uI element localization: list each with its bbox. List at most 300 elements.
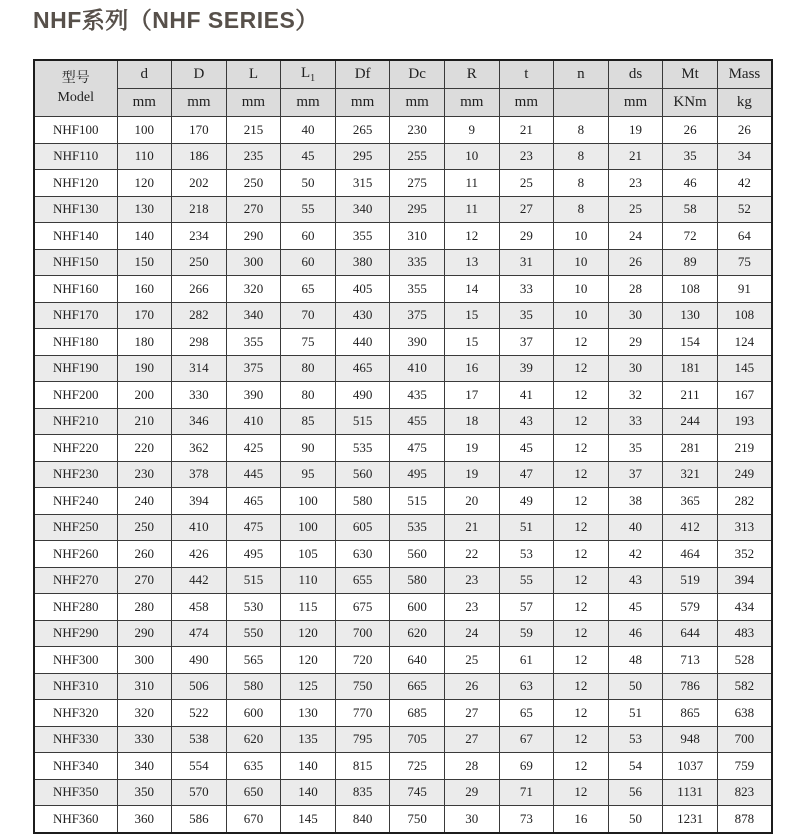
- cell-value: 56: [608, 779, 663, 806]
- table-row: [34, 753, 772, 780]
- column-header-mass: Mass: [717, 60, 772, 89]
- cell-value: 31: [499, 249, 554, 276]
- cell-value: 600: [390, 594, 445, 621]
- cell-value: 23: [499, 143, 554, 170]
- cell-value: 458: [172, 594, 227, 621]
- cell-value: 124: [717, 329, 772, 356]
- cell-value: 295: [390, 196, 445, 223]
- cell-value: 12: [554, 700, 609, 727]
- cell-value: 167: [717, 382, 772, 409]
- cell-value: 210: [117, 408, 172, 435]
- cell-value: 290: [117, 620, 172, 647]
- cell-value: 215: [226, 117, 281, 144]
- cell-value: 65: [281, 276, 336, 303]
- cell-value: 270: [226, 196, 281, 223]
- table-row: [34, 223, 772, 250]
- cell-value: 26: [608, 249, 663, 276]
- cell-value: 235: [226, 143, 281, 170]
- table-row: [34, 806, 772, 833]
- cell-value: 140: [281, 779, 336, 806]
- cell-value: 190: [117, 355, 172, 382]
- cell-value: 12: [554, 620, 609, 647]
- cell-value: 700: [335, 620, 390, 647]
- cell-model: NHF270: [34, 567, 117, 594]
- cell-value: 45: [499, 435, 554, 462]
- column-unit-6: mm: [390, 89, 445, 117]
- cell-value: 59: [499, 620, 554, 647]
- column-header-n: n: [554, 60, 609, 89]
- table-row: [34, 302, 772, 329]
- column-unit-3: mm: [226, 89, 281, 117]
- cell-value: 675: [335, 594, 390, 621]
- cell-value: 30: [608, 355, 663, 382]
- table-row: [34, 117, 772, 144]
- cell-value: 16: [444, 355, 499, 382]
- table-row: [34, 143, 772, 170]
- cell-value: 180: [117, 329, 172, 356]
- cell-model: NHF320: [34, 700, 117, 727]
- cell-value: 24: [608, 223, 663, 250]
- cell-model: NHF220: [34, 435, 117, 462]
- cell-value: 42: [608, 541, 663, 568]
- column-header-dc: Dc: [390, 60, 445, 89]
- column-header-l: L: [226, 60, 281, 89]
- cell-value: 89: [663, 249, 718, 276]
- cell-value: 25: [608, 196, 663, 223]
- cell-value: 490: [335, 382, 390, 409]
- cell-value: 434: [717, 594, 772, 621]
- cell-value: 41: [499, 382, 554, 409]
- cell-value: 8: [554, 117, 609, 144]
- cell-value: 410: [226, 408, 281, 435]
- table-row: [34, 249, 772, 276]
- cell-value: 440: [335, 329, 390, 356]
- cell-value: 320: [226, 276, 281, 303]
- cell-value: 445: [226, 461, 281, 488]
- cell-value: 29: [444, 779, 499, 806]
- cell-value: 145: [717, 355, 772, 382]
- cell-value: 638: [717, 700, 772, 727]
- cell-value: 140: [281, 753, 336, 780]
- cell-value: 12: [554, 753, 609, 780]
- table-row: [34, 329, 772, 356]
- cell-value: 560: [390, 541, 445, 568]
- cell-value: 475: [390, 435, 445, 462]
- cell-value: 20: [444, 488, 499, 515]
- cell-value: 840: [335, 806, 390, 833]
- cell-value: 29: [499, 223, 554, 250]
- cell-value: 554: [172, 753, 227, 780]
- cell-model: NHF210: [34, 408, 117, 435]
- cell-value: 280: [117, 594, 172, 621]
- cell-value: 170: [117, 302, 172, 329]
- cell-value: 12: [554, 514, 609, 541]
- column-header-r: R: [444, 60, 499, 89]
- cell-value: 565: [226, 647, 281, 674]
- table-row: [34, 276, 772, 303]
- column-header-mt: Mt: [663, 60, 718, 89]
- cell-value: 770: [335, 700, 390, 727]
- cell-value: 282: [172, 302, 227, 329]
- cell-value: 23: [444, 567, 499, 594]
- cell-value: 352: [717, 541, 772, 568]
- cell-value: 38: [608, 488, 663, 515]
- cell-value: 394: [717, 567, 772, 594]
- cell-value: 355: [335, 223, 390, 250]
- cell-value: 430: [335, 302, 390, 329]
- cell-value: 135: [281, 726, 336, 753]
- column-header-df: Df: [335, 60, 390, 89]
- cell-value: 290: [226, 223, 281, 250]
- cell-value: 10: [554, 249, 609, 276]
- cell-value: 535: [335, 435, 390, 462]
- cell-value: 100: [117, 117, 172, 144]
- cell-value: 21: [608, 143, 663, 170]
- cell-value: 515: [390, 488, 445, 515]
- cell-value: 49: [499, 488, 554, 515]
- cell-value: 394: [172, 488, 227, 515]
- column-unit-11: KNm: [663, 89, 718, 117]
- cell-value: 43: [608, 567, 663, 594]
- table-body: [34, 117, 772, 833]
- cell-value: 865: [663, 700, 718, 727]
- cell-value: 53: [608, 726, 663, 753]
- cell-value: 250: [226, 170, 281, 197]
- cell-value: 125: [281, 673, 336, 700]
- cell-value: 700: [717, 726, 772, 753]
- cell-value: 435: [390, 382, 445, 409]
- cell-value: 330: [172, 382, 227, 409]
- cell-value: 410: [390, 355, 445, 382]
- cell-value: 650: [226, 779, 281, 806]
- cell-value: 71: [499, 779, 554, 806]
- cell-value: 635: [226, 753, 281, 780]
- cell-value: 64: [717, 223, 772, 250]
- cell-value: 13: [444, 249, 499, 276]
- table-row: [34, 541, 772, 568]
- column-unit-7: mm: [444, 89, 499, 117]
- cell-value: 120: [281, 620, 336, 647]
- cell-value: 211: [663, 382, 718, 409]
- cell-value: 320: [117, 700, 172, 727]
- cell-value: 620: [226, 726, 281, 753]
- cell-value: 298: [172, 329, 227, 356]
- cell-value: 281: [663, 435, 718, 462]
- cell-value: 275: [390, 170, 445, 197]
- cell-value: 483: [717, 620, 772, 647]
- cell-value: 50: [608, 806, 663, 833]
- cell-value: 580: [226, 673, 281, 700]
- cell-value: 37: [499, 329, 554, 356]
- cell-value: 73: [499, 806, 554, 833]
- cell-value: 100: [281, 488, 336, 515]
- cell-value: 295: [335, 143, 390, 170]
- cell-value: 705: [390, 726, 445, 753]
- cell-value: 60: [281, 249, 336, 276]
- cell-value: 300: [117, 647, 172, 674]
- cell-value: 29: [608, 329, 663, 356]
- cell-value: 18: [444, 408, 499, 435]
- cell-model: NHF110: [34, 143, 117, 170]
- cell-value: 160: [117, 276, 172, 303]
- cell-value: 12: [554, 355, 609, 382]
- cell-model: NHF280: [34, 594, 117, 621]
- cell-value: 815: [335, 753, 390, 780]
- cell-value: 948: [663, 726, 718, 753]
- cell-value: 455: [390, 408, 445, 435]
- cell-value: 55: [281, 196, 336, 223]
- cell-value: 220: [117, 435, 172, 462]
- cell-value: 53: [499, 541, 554, 568]
- table-row: [34, 567, 772, 594]
- cell-value: 240: [117, 488, 172, 515]
- cell-value: 46: [663, 170, 718, 197]
- cell-value: 32: [608, 382, 663, 409]
- cell-value: 154: [663, 329, 718, 356]
- cell-value: 34: [717, 143, 772, 170]
- cell-value: 14: [444, 276, 499, 303]
- cell-value: 12: [554, 488, 609, 515]
- cell-value: 713: [663, 647, 718, 674]
- cell-value: 9: [444, 117, 499, 144]
- cell-value: 795: [335, 726, 390, 753]
- cell-model: NHF180: [34, 329, 117, 356]
- cell-value: 750: [335, 673, 390, 700]
- cell-value: 12: [554, 567, 609, 594]
- spec-table: [33, 59, 773, 834]
- cell-value: 108: [663, 276, 718, 303]
- cell-value: 10: [554, 302, 609, 329]
- cell-value: 19: [444, 461, 499, 488]
- cell-value: 335: [390, 249, 445, 276]
- cell-value: 346: [172, 408, 227, 435]
- cell-value: 644: [663, 620, 718, 647]
- header-unit-row: [34, 89, 772, 117]
- table-row: [34, 461, 772, 488]
- cell-model: NHF240: [34, 488, 117, 515]
- cell-value: 60: [281, 223, 336, 250]
- cell-value: 30: [608, 302, 663, 329]
- cell-value: 30: [444, 806, 499, 833]
- cell-value: 685: [390, 700, 445, 727]
- cell-value: 560: [335, 461, 390, 488]
- cell-value: 12: [554, 382, 609, 409]
- cell-value: 655: [335, 567, 390, 594]
- cell-value: 355: [390, 276, 445, 303]
- cell-value: 21: [444, 514, 499, 541]
- cell-value: 310: [390, 223, 445, 250]
- table-row: [34, 488, 772, 515]
- cell-value: 605: [335, 514, 390, 541]
- cell-model: NHF230: [34, 461, 117, 488]
- cell-value: 250: [117, 514, 172, 541]
- cell-value: 25: [499, 170, 554, 197]
- cell-value: 720: [335, 647, 390, 674]
- cell-value: 54: [608, 753, 663, 780]
- table-row: [34, 514, 772, 541]
- cell-value: 26: [717, 117, 772, 144]
- cell-value: 22: [444, 541, 499, 568]
- table-row: [34, 435, 772, 462]
- column-unit-10: mm: [608, 89, 663, 117]
- cell-value: 390: [390, 329, 445, 356]
- cell-value: 15: [444, 329, 499, 356]
- cell-value: 465: [335, 355, 390, 382]
- cell-value: 45: [608, 594, 663, 621]
- cell-value: 63: [499, 673, 554, 700]
- cell-model: NHF260: [34, 541, 117, 568]
- column-unit-4: mm: [281, 89, 336, 117]
- cell-value: 85: [281, 408, 336, 435]
- cell-value: 580: [390, 567, 445, 594]
- cell-value: 150: [117, 249, 172, 276]
- cell-value: 580: [335, 488, 390, 515]
- cell-value: 218: [172, 196, 227, 223]
- cell-value: 108: [717, 302, 772, 329]
- cell-value: 750: [390, 806, 445, 833]
- cell-value: 43: [499, 408, 554, 435]
- cell-model: NHF190: [34, 355, 117, 382]
- cell-value: 12: [554, 594, 609, 621]
- table-row: [34, 779, 772, 806]
- cell-value: 70: [281, 302, 336, 329]
- cell-value: 23: [444, 594, 499, 621]
- cell-value: 12: [554, 461, 609, 488]
- cell-value: 412: [663, 514, 718, 541]
- page-title: NHF系列（NHF SERIES）: [33, 7, 319, 33]
- cell-model: NHF350: [34, 779, 117, 806]
- table-row: [34, 196, 772, 223]
- cell-value: 130: [281, 700, 336, 727]
- cell-value: 27: [444, 726, 499, 753]
- cell-value: 725: [390, 753, 445, 780]
- cell-value: 878: [717, 806, 772, 833]
- cell-value: 91: [717, 276, 772, 303]
- cell-value: 265: [335, 117, 390, 144]
- cell-model: NHF140: [34, 223, 117, 250]
- cell-value: 535: [390, 514, 445, 541]
- cell-value: 80: [281, 382, 336, 409]
- cell-model: NHF200: [34, 382, 117, 409]
- cell-value: 314: [172, 355, 227, 382]
- cell-value: 35: [499, 302, 554, 329]
- cell-value: 40: [281, 117, 336, 144]
- cell-value: 12: [554, 779, 609, 806]
- cell-value: 28: [444, 753, 499, 780]
- cell-model: NHF310: [34, 673, 117, 700]
- column-header-ds: ds: [608, 60, 663, 89]
- model-label-cn: 型号: [61, 71, 90, 87]
- cell-value: 24: [444, 620, 499, 647]
- cell-model: NHF290: [34, 620, 117, 647]
- cell-value: 52: [717, 196, 772, 223]
- cell-value: 61: [499, 647, 554, 674]
- column-unit-12: kg: [717, 89, 772, 117]
- cell-value: 27: [499, 196, 554, 223]
- cell-value: 200: [117, 382, 172, 409]
- cell-value: 12: [554, 726, 609, 753]
- cell-value: 80: [281, 355, 336, 382]
- cell-value: 586: [172, 806, 227, 833]
- cell-value: 375: [226, 355, 281, 382]
- cell-value: 365: [663, 488, 718, 515]
- column-header-l1: $L_1$: [281, 60, 336, 89]
- cell-value: 51: [499, 514, 554, 541]
- cell-value: 40: [608, 514, 663, 541]
- table-row: [34, 408, 772, 435]
- cell-model: NHF150: [34, 249, 117, 276]
- column-unit-8: mm: [499, 89, 554, 117]
- cell-value: 28: [608, 276, 663, 303]
- cell-value: 47: [499, 461, 554, 488]
- cell-value: 495: [390, 461, 445, 488]
- cell-value: 579: [663, 594, 718, 621]
- cell-value: 230: [390, 117, 445, 144]
- cell-value: 380: [335, 249, 390, 276]
- cell-value: 8: [554, 196, 609, 223]
- cell-model: NHF100: [34, 117, 117, 144]
- cell-value: 120: [281, 647, 336, 674]
- cell-model: NHF130: [34, 196, 117, 223]
- cell-value: 330: [117, 726, 172, 753]
- cell-value: 823: [717, 779, 772, 806]
- cell-value: 442: [172, 567, 227, 594]
- cell-value: 249: [717, 461, 772, 488]
- cell-value: 1231: [663, 806, 718, 833]
- cell-value: 315: [335, 170, 390, 197]
- column-unit-9: [554, 89, 609, 117]
- cell-value: 25: [444, 647, 499, 674]
- cell-value: 12: [554, 408, 609, 435]
- cell-value: 506: [172, 673, 227, 700]
- cell-value: 340: [335, 196, 390, 223]
- cell-value: 95: [281, 461, 336, 488]
- cell-value: 65: [499, 700, 554, 727]
- cell-value: 244: [663, 408, 718, 435]
- cell-value: 250: [172, 249, 227, 276]
- cell-value: 310: [117, 673, 172, 700]
- cell-value: 490: [172, 647, 227, 674]
- cell-value: 130: [117, 196, 172, 223]
- cell-value: 582: [717, 673, 772, 700]
- table-row: [34, 355, 772, 382]
- cell-value: 12: [554, 673, 609, 700]
- cell-value: 181: [663, 355, 718, 382]
- cell-value: 340: [117, 753, 172, 780]
- cell-value: 57: [499, 594, 554, 621]
- column-header-t: t: [499, 60, 554, 89]
- cell-value: 255: [390, 143, 445, 170]
- cell-value: 27: [444, 700, 499, 727]
- column-header-d: d: [117, 60, 172, 89]
- cell-value: 50: [608, 673, 663, 700]
- cell-value: 11: [444, 170, 499, 197]
- cell-model: NHF250: [34, 514, 117, 541]
- cell-value: 670: [226, 806, 281, 833]
- cell-value: 15: [444, 302, 499, 329]
- column-header-d: D: [172, 60, 227, 89]
- cell-value: 8: [554, 170, 609, 197]
- cell-value: 17: [444, 382, 499, 409]
- cell-value: 75: [717, 249, 772, 276]
- column-header-model: [34, 60, 117, 117]
- cell-value: 230: [117, 461, 172, 488]
- cell-value: 21: [499, 117, 554, 144]
- cell-value: 620: [390, 620, 445, 647]
- cell-model: NHF300: [34, 647, 117, 674]
- cell-value: 219: [717, 435, 772, 462]
- cell-value: 12: [444, 223, 499, 250]
